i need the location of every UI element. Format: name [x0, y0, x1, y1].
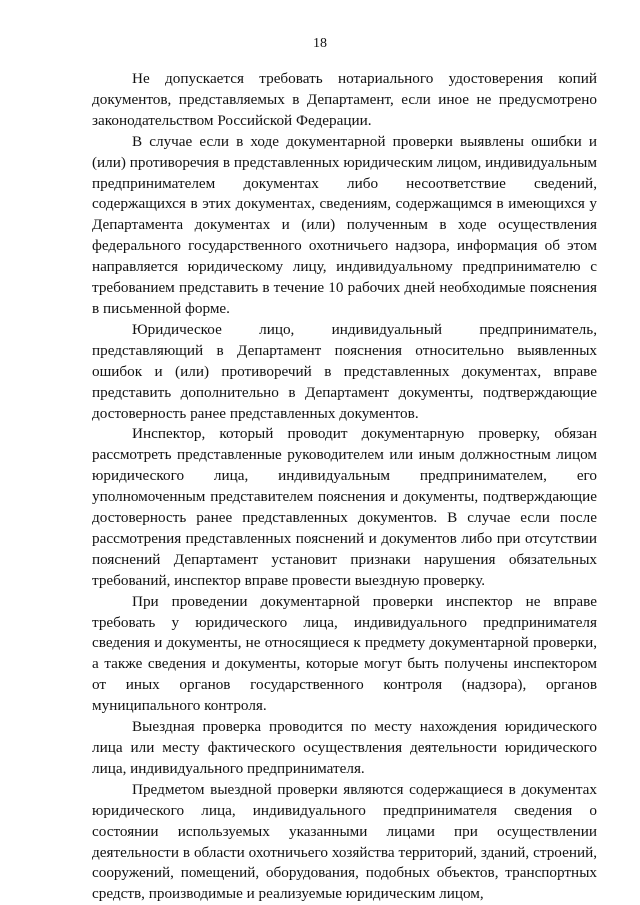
paragraph-inspector-duties: Инспектор, который проводит документарную проверку, обязан рассмотреть представленные руководителем или иным должностным лицом юридического лица, индивидуальным предпринимателем, его уполномоченным представителем пояснения и документы, подтверждающие достоверность ранее представленных документов. В случае если после рассмотрения представленных пояснений и документов либо при отсутствии пояснений Департамент установит признаки нарушения обязательных требований, инспектор вправе провести выездную проверку. [92, 425, 597, 589]
paragraph-restrictions: При проведении документарной проверки инспектор не вправе требовать у юридического лица, индивидуального предпринимателя сведения и документы, не относящиеся к предмету документарной проверки, а также сведения и документы, которые могут быть получены инспектором от иных органов государственного контроля (надзора), органов муниципального контроля. [92, 592, 597, 715]
document-body [92, 69, 597, 905]
paragraph-errors-found: В случае если в ходе документарной проверки выявлены ошибки и (или) противоречия в представленных юридическим лицом, индивидуальным предпринимателем документах либо несоответствие сведений, содержащихся в этих документах, сведениям, содержащимся в имеющихся у Департамента документах и (или) полученным в ходе осуществления федерального государственного охотничьего надзора, информация об этом направляется юридическому лицу, индивидуальному предпринимателю с требованием представить в течение 10 рабочих дней необходимые пояснения в письменной форме. [92, 132, 597, 317]
paragraph-notarization: Не допускается требовать нотариального удостоверения копий документов, представляемых в Департамент, если иное не предусмотрено законодательством Российской Федерации. [92, 70, 597, 129]
paragraph-onsite-subject: Предметом выездной проверки являются содержащиеся в документах юридического лица, индивидуального предпринимателя сведения о состоянии используемых указанными лицами при осуществлении деятельности в области охотничьего хозяйства территорий, зданий, строений, сооружений, помещений, оборудования, подобных объектов, транспортных средств, производимые и реализуемые юридическим лицом, [92, 780, 597, 903]
paragraph-explanations: Юридическое лицо, индивидуальный предприниматель, представляющий в Департамент пояснения относительно выявленных ошибок и (или) противоречий в представленных документах, вправе представить дополнительно в Департамент документы, подтверждающие достоверность ранее представленных документов. [92, 320, 597, 422]
page-number: 18 [313, 36, 327, 51]
paragraph-onsite-location: Выездная проверка проводится по месту нахождения юридического лица или месту фактического осуществления деятельности юридического лица, индивидуального предпринимателя. [92, 718, 597, 777]
